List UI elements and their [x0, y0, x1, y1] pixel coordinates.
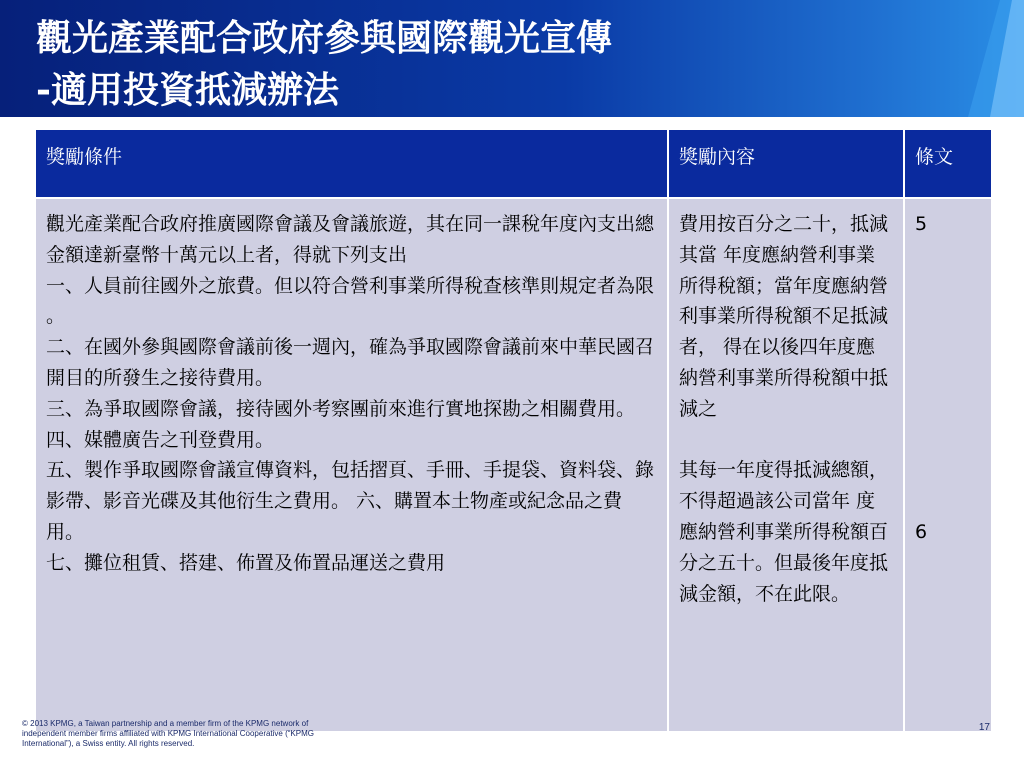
condition-item-4: 四、媒體廣告之刊登費用。	[46, 428, 275, 451]
article-number-2: 6	[915, 520, 928, 543]
table-row	[35, 198, 992, 732]
content-paragraph-1: 費用按百分之二十，抵減其當 年度應納營利事業所得稅額；當年度應納營利事業所得稅額不足抵減者， 得在以後四年度應納營利事業所得稅額中抵減之	[679, 213, 889, 420]
condition-item-5-6: 五、製作爭取國際會議宣傳資料，包括摺頁、手冊、手提袋、資料袋、錄 影帶、影音光碟及其他衍生之費用。 六、購置本土物產或紀念品之費用。	[46, 459, 661, 543]
page-number: 17	[978, 722, 990, 733]
condition-intro: 觀光產業配合政府推廣國際會議及會議旅遊，其在同一課稅年度內支出總 金額達新臺幣十萬元以上者，得就下列支出	[46, 213, 661, 266]
content-spacer	[679, 425, 893, 456]
condition-item-7: 七、攤位租賃、搭建、佈置及佈置品運送之費用	[46, 551, 446, 574]
conditions-cell	[35, 198, 668, 732]
table-header-row	[35, 129, 992, 198]
copyright-notice: © 2013 KPMG, a Taiwan partnership and a member firm of the KPMG network of independent member firms affiliated with KPMG International Cooperative (“KPMG International”), a Swiss entity. All rights reserved.	[22, 719, 314, 748]
header-conditions: 獎勵條件	[35, 129, 668, 198]
article-number-1: 5	[915, 213, 928, 235]
content-paragraph-2: 其每一年度得抵減總額，不得超過該公司當年 度應納營利事業所得稅額百分之五十。但最後年度抵減金額，不在此限。	[679, 459, 889, 605]
incentive-table	[34, 128, 993, 733]
header-content: 獎勵內容	[668, 129, 904, 198]
title-line-1: 觀光產業配合政府參與國際觀光宣傳	[36, 17, 613, 59]
article-spacer	[915, 240, 981, 517]
condition-item-2: 二、在國外參與國際會議前後一週內，確為爭取國際會議前來中華民國召 開目的所發生之接待費用。	[46, 336, 661, 389]
condition-item-3: 三、為爭取國際會議，接待國外考察團前來進行實地探勘之相關費用。	[46, 397, 636, 420]
condition-item-1: 一、人員前往國外之旅費。但以符合營利事業所得稅查核準則規定者為限 。	[46, 274, 661, 328]
content-cell	[668, 198, 904, 732]
title-banner	[0, 0, 1024, 117]
header-article: 條文	[904, 129, 992, 198]
page-title	[36, 12, 612, 116]
article-cell	[904, 198, 992, 732]
title-line-2: -適用投資抵減辦法	[36, 69, 339, 111]
incentive-table-container	[34, 128, 991, 728]
